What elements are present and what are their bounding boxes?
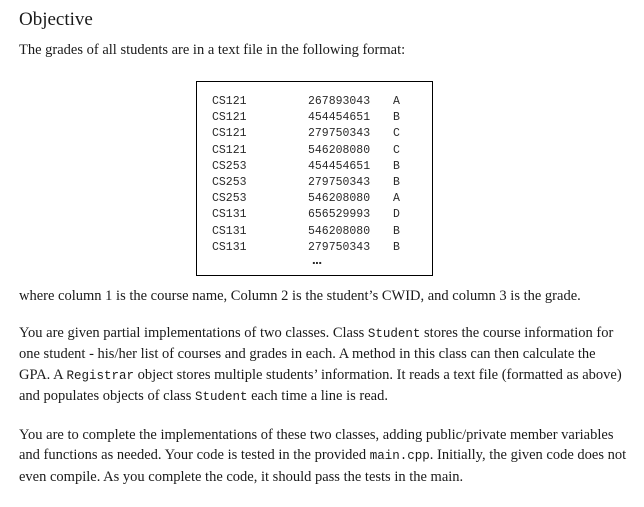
grade-record-row (197, 224, 432, 240)
grade-value: D (393, 208, 400, 222)
student-cwid: 546208080 (308, 192, 371, 206)
course-name: CS131 (212, 208, 247, 222)
student-class-name-2: Student (194, 390, 248, 405)
student-cwid: 454454651 (308, 159, 371, 173)
column-description: where column 1 is the course name, Column 2 is the student’s CWID, and column 3 is the grade. (19, 288, 581, 304)
grades-rows (197, 94, 432, 256)
grade-record-row (197, 159, 432, 175)
para2-text-4: each time a line is read. (247, 388, 388, 405)
grades-file-example (196, 81, 433, 276)
course-name: CS253 (212, 175, 247, 189)
intro-text: The grades of all students are in a text file in the following format: (19, 42, 406, 58)
para3-text-2: . Initially, the given code does not even compile. As you complete the code, it should pass the tests in the main. (19, 447, 627, 485)
grade-value: A (393, 95, 400, 108)
grade-record-row (197, 207, 432, 223)
grade-value: A (393, 192, 400, 206)
para2-text-2: stores the course information for one student - his/her list of courses and grades in each. A method in this class can then calculate the GPA. A (19, 325, 614, 383)
para2-text-3: object stores multiple students’ information. It reads a text file (formatted as above) and populates objects of class (19, 366, 622, 405)
main-file-name: main.cpp (369, 449, 430, 464)
student-cwid: 656529993 (308, 208, 371, 222)
grade-value: B (393, 159, 400, 173)
continuation-ellipsis: ... (311, 254, 322, 267)
course-name: CS121 (212, 95, 247, 108)
grade-record-row (197, 175, 432, 191)
course-name: CS121 (212, 143, 247, 157)
grade-record-row (197, 143, 432, 159)
section-heading: Objective (19, 9, 93, 30)
grade-value: B (393, 224, 400, 238)
student-cwid: 267893043 (308, 95, 371, 108)
course-name: CS121 (212, 111, 247, 125)
registrar-class-name: Registrar (66, 368, 134, 383)
course-name: CS253 (212, 192, 247, 206)
grade-value: C (393, 143, 400, 157)
student-class-name: Student (367, 327, 421, 341)
grade-record-row (197, 191, 432, 207)
grade-value: B (393, 111, 400, 125)
course-name: CS253 (212, 159, 247, 173)
grade-record-row (197, 94, 432, 110)
classes-description (19, 323, 627, 408)
grade-value: C (393, 127, 400, 141)
para2-text-1: You are given partial implementations of two classes. Class (19, 325, 368, 341)
course-name: CS131 (212, 240, 247, 254)
student-cwid: 454454651 (308, 111, 371, 125)
course-name: CS121 (212, 127, 247, 141)
grade-value: B (393, 175, 400, 189)
grade-record-row (197, 110, 432, 126)
student-cwid: 279750343 (308, 240, 371, 254)
student-cwid: 279750343 (308, 127, 371, 141)
para3-text-1: You are to complete the implementations of these two classes, adding public/private member variables and functions as needed. Your code is tested in the provided (19, 427, 614, 464)
course-name: CS131 (212, 224, 247, 238)
task-description (19, 425, 627, 487)
student-cwid: 546208080 (308, 224, 371, 238)
student-cwid: 546208080 (308, 143, 371, 157)
grade-record-row (197, 126, 432, 142)
student-cwid: 279750343 (308, 175, 371, 189)
grade-value: B (393, 240, 400, 254)
